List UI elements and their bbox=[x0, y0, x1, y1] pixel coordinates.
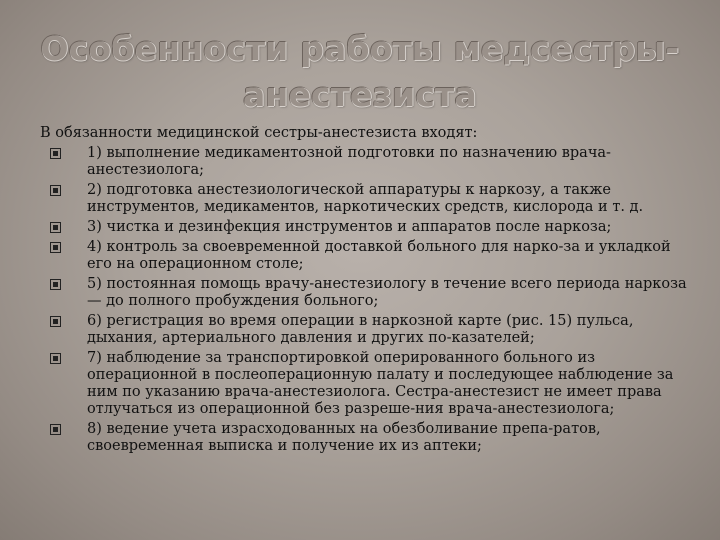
square-bullet-icon bbox=[50, 185, 61, 196]
list-item-text: 3) чистка и дезинфекция инструментов и аппаратов после наркоза; bbox=[87, 219, 612, 235]
list-item bbox=[40, 145, 692, 179]
square-bullet-icon bbox=[50, 316, 61, 327]
square-bullet-icon bbox=[50, 279, 61, 290]
list-item-text: 5) постоянная помощь врачу-анестезиологу в течение всего периода наркоза — до полного пробуждения больного; bbox=[87, 276, 687, 309]
list-item bbox=[40, 276, 692, 310]
intro-text: В обязанности медицинской сестры-анестезиста входят: bbox=[40, 125, 478, 141]
square-bullet-icon bbox=[50, 148, 61, 159]
square-bullet-icon bbox=[50, 424, 61, 435]
slide-content bbox=[40, 125, 692, 458]
list-item bbox=[40, 350, 692, 418]
title-line-1: Особенности работы медсестры- bbox=[40, 29, 680, 68]
square-bullet-icon bbox=[50, 242, 61, 253]
list-item-text: 2) подготовка анестезиологической аппаратуры к наркозу, а также инструментов, медикаментов, наркотических средств, кислорода и т. д. bbox=[87, 182, 644, 215]
list-item-text: 4) контроль за своевременной доставкой больного для нарко-за и укладкой его на операционном столе; bbox=[87, 239, 671, 272]
list-item bbox=[40, 313, 692, 347]
duties-list bbox=[40, 145, 692, 455]
title-line-2: анестезиста bbox=[243, 75, 477, 114]
square-bullet-icon bbox=[50, 222, 61, 233]
list-item-text: 1) выполнение медикаментозной подготовки по назначению врача-анестезиолога; bbox=[87, 145, 611, 178]
list-item-text: 6) регистрация во время операции в наркозной карте (рис. 15) пульса, дыхания, артериального давления и других по-казателей; bbox=[87, 313, 634, 346]
square-bullet-icon bbox=[50, 353, 61, 364]
list-item bbox=[40, 182, 692, 216]
page-title bbox=[20, 26, 700, 118]
list-item bbox=[40, 219, 692, 236]
list-item bbox=[40, 239, 692, 273]
list-item-text: 7) наблюдение за транспортировкой оперированного больного из операционной в послеоперационную палату и последующее наблюдение за ним по указанию врача-анестезиолога. Сестра-анестезист не имеет права отлучаться из операционной без разреше-ния врача-анестезиолога; bbox=[87, 350, 674, 417]
list-item-text: 8) ведение учета израсходованных на обезболивание препа-ратов, своевременная выписка и получение их из аптеки; bbox=[87, 421, 601, 454]
list-item bbox=[40, 421, 692, 455]
